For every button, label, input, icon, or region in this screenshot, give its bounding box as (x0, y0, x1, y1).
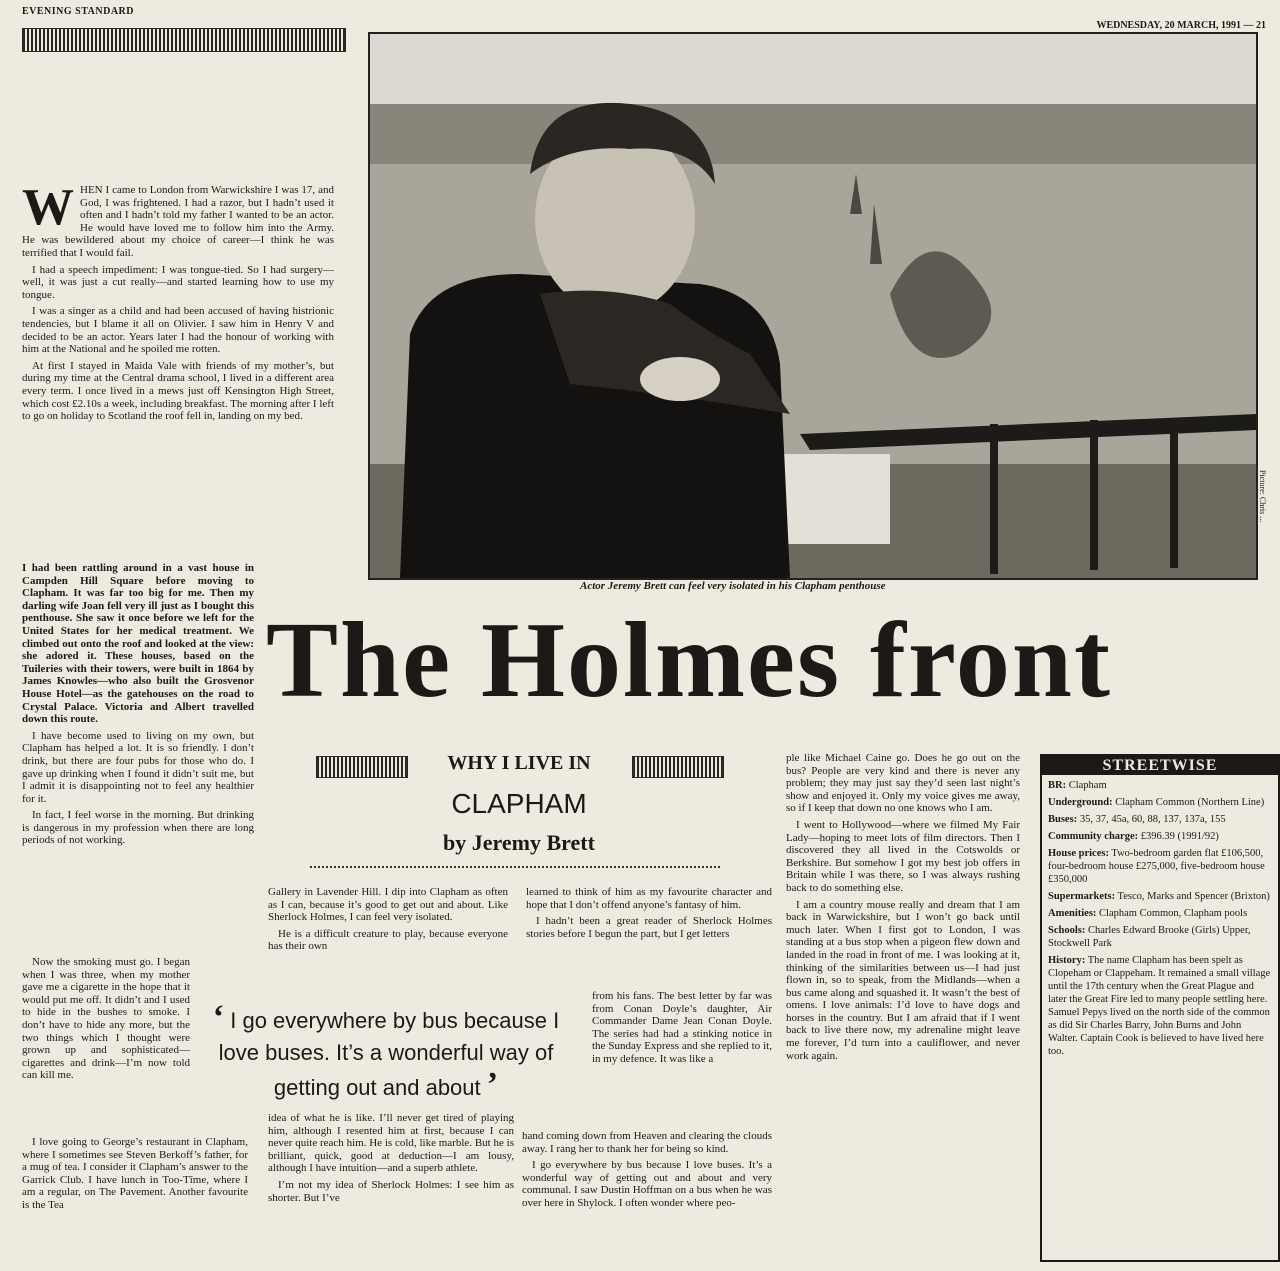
place-name: CLAPHAM (451, 788, 587, 819)
column-2-upper (22, 562, 254, 851)
column-2-lower (22, 956, 190, 1086)
kicker-hatch-left (316, 756, 408, 778)
streetwise-box (1040, 754, 1280, 1262)
body-paragraph: I go everywhere by bus because I love buses. It’s a wonderful way of getting out and about and very communal. I saw Dustin Hoffman on a bus when he was over here in Shylock. I often wonder where peo- (522, 1159, 772, 1209)
streetwise-entry: BR: Clapham (1048, 780, 1107, 791)
body-paragraph: from his fans. The best letter by far was from Conan Doyle’s daughter, Air Commander Dame Jean Conan Doyle. The series had had a stinking notice in the Sunday Express and she replied to it, in my defence. It was like a (592, 990, 772, 1065)
portrait-photo (368, 32, 1258, 580)
dateline: WEDNESDAY, 20 MARCH, 1991 — 21 (1096, 20, 1266, 31)
streetwise-entry: Schools: Charles Edward Brooke (Girls) Upper, Stockwell Park (1048, 925, 1251, 949)
column-4-upper (526, 886, 772, 944)
body-paragraph: hand coming down from Heaven and clearing the clouds away. I rang her to thank her for being so kind. (522, 1130, 772, 1155)
body-paragraph: I have become used to living on my own, but Clapham has helped a lot. It is so friendly. I don’t drink, but there are four pubs for those who do. I gave up drinking when I found it didn’t suit me, but I admit it is disappointing not to feel any healthier for it. (22, 729, 254, 805)
photo-credit: Picture: Chris ... (1258, 470, 1267, 523)
streetwise-entry: Underground: Clapham Common (Northern Line) (1048, 797, 1265, 808)
intro-paragraph: WHEN I came to London from Warwickshire I was 17, and God, I was frightened. I had a razor, but I hadn’t used it often and I hadn’t told my father I wanted to be an actor. He would have loved me to follow him into the Army. He was bewildered about my choice of career—I think he was terrified that I would fail. (22, 179, 334, 259)
body-paragraph: I had a speech impediment: I was tongue-tied. So I had surgery—well, it was just a cut really—and started learning how to use my tongue. (22, 263, 334, 301)
body-paragraph: Gallery in Lavender Hill. I dip into Clapham as often as I can, because it’s good to get out and about. Like Sherlock Holmes, I can feel very isolated. (268, 886, 508, 924)
quote-close-mark: ’ (486, 1066, 499, 1103)
streetwise-entry: Supermarkets: Tesco, Marks and Spencer (Brixton) (1048, 891, 1270, 902)
body-paragraph: I went to Hollywood—where we filmed My Fair Lady—hoping to meet lots of film directors. Then I discovered they all lived in the Cotswolds or Berkshire. But somehow I got my best job offers in Britain while I was there, so I was always rushing back to do something else. (786, 818, 1020, 894)
drop-cap: W (22, 179, 74, 236)
body-paragraph: idea of what he is like. I’ll never get tired of playing him, although I resented him at first, because I can never quite reach him. He is cold, like marble. But he is brilliant, quick, good at deduction—I am lousy, although I have intuition—and a superb athlete. (268, 1112, 514, 1175)
kicker-hatch-right (632, 756, 724, 778)
body-paragraph: I’m not my idea of Sherlock Holmes: I see him as shorter. But I’ve (268, 1178, 514, 1204)
body-paragraph: I hadn’t been a great reader of Sherlock Holmes stories before I begun the part, but I get letters (526, 915, 772, 940)
column-4-lower (522, 1130, 772, 1214)
body-paragraph: I was a singer as a child and had been accused of having histrionic tendencies, but I blame it all on Olivier. I saw him in Henry V and decided to be an actor. Years later I had the honour of working with him at the National and he spoiled me rotten. (22, 305, 334, 356)
streetwise-entry: History: The name Clapham has been spelt as Clopeham or Clappeham. It remained a small village until the 17th century when the Great Plague and later the Great Fire led to many people settling here. Samuel Pepys lived on the north side of the common as did Sir Charles Barry, John Burns and John Walter. Captain Cook is believed to have lived here too. (1048, 955, 1271, 1057)
photo-illustration (370, 34, 1256, 578)
column-3-lower (268, 1112, 514, 1208)
byline: by Jeremy Brett (443, 830, 595, 855)
body-paragraph: I am a country mouse really and dream that I am back in Warwickshire, but I won’t go back until much later. When I first got to London, I was standing at a bus stop when a pigeon flew down and landed in the road in front of me. I was looking at it, thinking of the similarities between us—I had just flown in, so to speak, from the Midlands—when a bus came along and squashed it. It wasn’t the best of omens. I love animals: I’d love to have dogs and horses in the country. But I am afraid that if I went back to live there now, my adrenaline might leave me forever, I’d turn into a cauliflower, and never work again. (786, 898, 1020, 1062)
body-paragraph: In fact, I feel worse in the morning. But drinking is dangerous in my profession when there are long periods of not working. (22, 809, 254, 847)
streetwise-entry: Community charge: £396.39 (1991/92) (1048, 831, 1219, 842)
quote-open-mark: ‘ (212, 999, 225, 1036)
column-1 (22, 179, 334, 427)
streetwise-entry: House prices: Two-bedroom garden flat £106,500, four-bedroom house £275,000, five-bedroom house £350,000 (1048, 848, 1265, 885)
column-3-upper (268, 886, 508, 957)
masthead: EVENING STANDARD (22, 6, 134, 17)
body-paragraph: learned to think of him as my favourite character and hope that I don’t offend anyone’s fantasy of him. (526, 886, 772, 911)
column-2-end (22, 1136, 248, 1216)
photo-caption: Actor Jeremy Brett can feel very isolated in his Clapham penthouse (580, 580, 886, 592)
body-paragraph: At first I stayed in Maida Vale with friends of my mother’s, but during my time at the Central drama school, I lived in a different area every term. I once lived in a mews just off Kensington High Street, which cost £2.10s a week, including breakfast. The morning after I left to go on holiday to Scotland the roof fell in, landing on my bed. (22, 359, 334, 423)
body-paragraph: ple like Michael Caine go. Does he go out on the bus? People are very kind and there is never any problem; they may just say they’d seen last night’s show and enjoyed it. Only my voice gives me away, so if I keep that down no one knows who I am. (786, 752, 1020, 815)
streetwise-entry: Amenities: Clapham Common, Clapham pools (1048, 908, 1248, 919)
streetwise-body (1042, 775, 1278, 1066)
column-5 (786, 752, 1020, 1066)
body-paragraph: I love going to George’s restaurant in Clapham, where I sometimes see Steven Berkoff’s father, for a mug of tea. I consider it Clapham’s answer to the Garrick Club. I have lunch in Too-Tîme, where I am a regular, on The Pavement. Another favourite is the Tea (22, 1136, 248, 1211)
column-4-mid (592, 990, 772, 1070)
section-kicker (316, 752, 722, 780)
body-paragraph: He is a difficult creature to play, because everyone has their own (268, 927, 508, 953)
dotted-rule (310, 866, 720, 868)
decorative-hatch-bar (22, 28, 346, 52)
kicker-text: WHY I LIVE IN (447, 752, 591, 774)
streetwise-entry: Buses: 35, 37, 45a, 60, 88, 137, 137a, 155 (1048, 814, 1226, 825)
pull-quote-text: I go everywhere by bus because I love buses. It’s a wonderful way of getting out and about (218, 1008, 560, 1100)
body-paragraph: I had been rattling around in a vast house in Campden Hill Square before moving to Clapham. It was far too big for me. Then my darling wife Joan fell very ill just as I bought this penthouse. She saw it once before we left for the United States for her medical treatment. We climbed out onto the roof and looked at the view: she adored it. These houses, based on the Tuileries with their towers, were built in 1864 by James Knowles—who also built the Grosvenor House Hotel—as the gatehouses on the road to Crystal Palace. Victoria and Albert travelled down this route. (22, 562, 254, 726)
body-paragraph: Now the smoking must go. I began when I was three, when my mother gave me a cigarette in the hope that it would put me off. It didn’t and I used to hide in the bushes to smoke. I don’t have to hide any more, but the two things which I thought were grown up and sophisticated—cigarettes and drink—I’m now told can kill me. (22, 956, 190, 1082)
pull-quote (196, 999, 576, 1104)
headline: The Holmes front (266, 601, 1112, 720)
streetwise-title: STREETWISE (1042, 756, 1278, 775)
